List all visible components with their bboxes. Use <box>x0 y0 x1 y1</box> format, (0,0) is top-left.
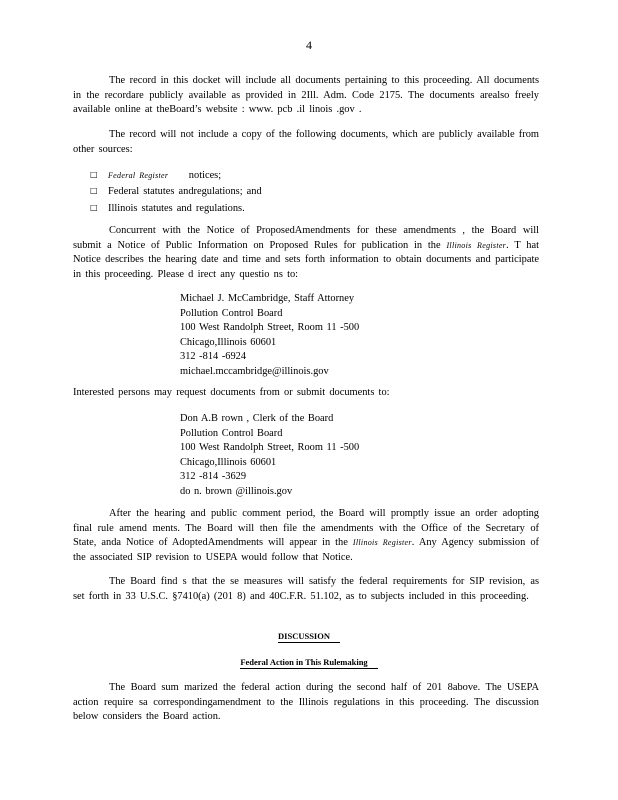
paragraph-record-text: The record in this docket will include all documents pertaining to this proceeding. All documents in the recordare publicly available as provided in 2Ill. Adm. Code 2175. The documents arealso freely available online at theBoard’s website : www. pcb .il linois .gov . <box>73 75 539 115</box>
contact-city: Chicago,Illinois 60601 <box>180 336 277 348</box>
contact-phone: 312 -814 -6924 <box>180 351 247 362</box>
discussion-heading: DISCUSSION <box>278 631 340 643</box>
contact-email: michael.mccambridge@illinois.gov <box>180 365 329 377</box>
bullet-box-icon: □ <box>90 202 98 212</box>
paragraph-adoption-text: After the hearing and public comment period, the Board will promptly issue an order adopting final rule amend ments. The Board will then file the amendments with the Office of the Secretary of State, anda Notice of AdoptedAmendments will appear in the <box>73 508 539 548</box>
list-item <box>90 183 262 199</box>
list-item <box>90 200 262 216</box>
paragraph-discussion <box>73 681 539 725</box>
italic-publication-name: Illinois Register <box>352 538 412 547</box>
bullet-text: Illinois statutes and regulations. <box>108 202 245 214</box>
contact-street: 100 West Randolph Street, Room 11 -500 <box>180 322 360 333</box>
paragraph-interested-persons <box>73 386 539 401</box>
contact-name: Michael J. McCambridge, Staff Attorney <box>180 293 355 304</box>
contact-street: 100 West Randolph Street, Room 11 -500 <box>180 442 360 453</box>
page-number: 4 <box>306 38 312 52</box>
federal-action-heading: Federal Action in This Rulemaking <box>240 657 377 669</box>
list-item <box>90 167 262 183</box>
paragraph-record <box>73 74 539 118</box>
contact-organization: Pollution Control Board <box>180 307 283 319</box>
contact-city: Chicago,Illinois 60601 <box>180 456 277 468</box>
bullet-text: notices; <box>188 170 222 181</box>
section-heading <box>0 631 618 641</box>
contact-phone: 312 -814 -3629 <box>180 471 247 482</box>
paragraph-adoption <box>73 507 539 565</box>
paragraph-discussion-text: The Board sum marized the federal action during the second half of 201 8above. The USEPA action require sa correspondingamendment to the Illinois regulations in this proceeding. The discussion below considers the Board action. <box>73 682 539 722</box>
bullet-box-icon: □ <box>90 170 98 179</box>
contact-name: Don A.B rown , Clerk of the Board <box>180 413 334 424</box>
paragraph-notice <box>73 224 539 282</box>
paragraph-findings-text: The Board find s that the se measures will satisfy the federal requirements for SIP revision, as set forth in 33 U.S.C. §7410(a) (201 8) and 40C.F.R. 51.102, as to subjects included in this proceeding. <box>73 576 539 602</box>
italic-publication-name: Illinois Register <box>446 240 507 250</box>
paragraph-adoption-text-end: . Any Agency submission of the associated SIP revision to USEPA would follow that Notice. <box>73 537 540 563</box>
contact-block-attorney <box>180 292 359 379</box>
paragraph-exclusions-text: The record will not include a copy of the following documents, which are publicly available from other sources: <box>73 129 539 155</box>
paragraph-notice-text: Concurrent with the Notice of ProposedAmendments for these amendments , the Board will submit a Notice of Public Information on Proposed Rules for publication in the <box>73 225 539 251</box>
paragraph-notice-text-end: . T hat Notice describes the hearing date and time and sets forth information to obtain documents and participate in this proceeding. Please d irect any questio ns to: <box>73 239 540 280</box>
bullet-list <box>90 167 262 216</box>
bullet-italic-text: Federal Register <box>108 171 169 180</box>
paragraph-findings <box>73 575 539 604</box>
bullet-text: Federal statutes andregulations; and <box>108 186 262 198</box>
contact-block-clerk <box>180 412 359 499</box>
contact-organization: Pollution Control Board <box>180 427 283 439</box>
paragraph-interested-text: Interested persons may request documents from or submit documents to: <box>73 387 390 398</box>
contact-email: do n. brown @illinois.gov <box>180 485 293 497</box>
subsection-heading <box>0 657 618 667</box>
bullet-box-icon: □ <box>90 186 98 196</box>
paragraph-exclusions <box>73 128 539 157</box>
